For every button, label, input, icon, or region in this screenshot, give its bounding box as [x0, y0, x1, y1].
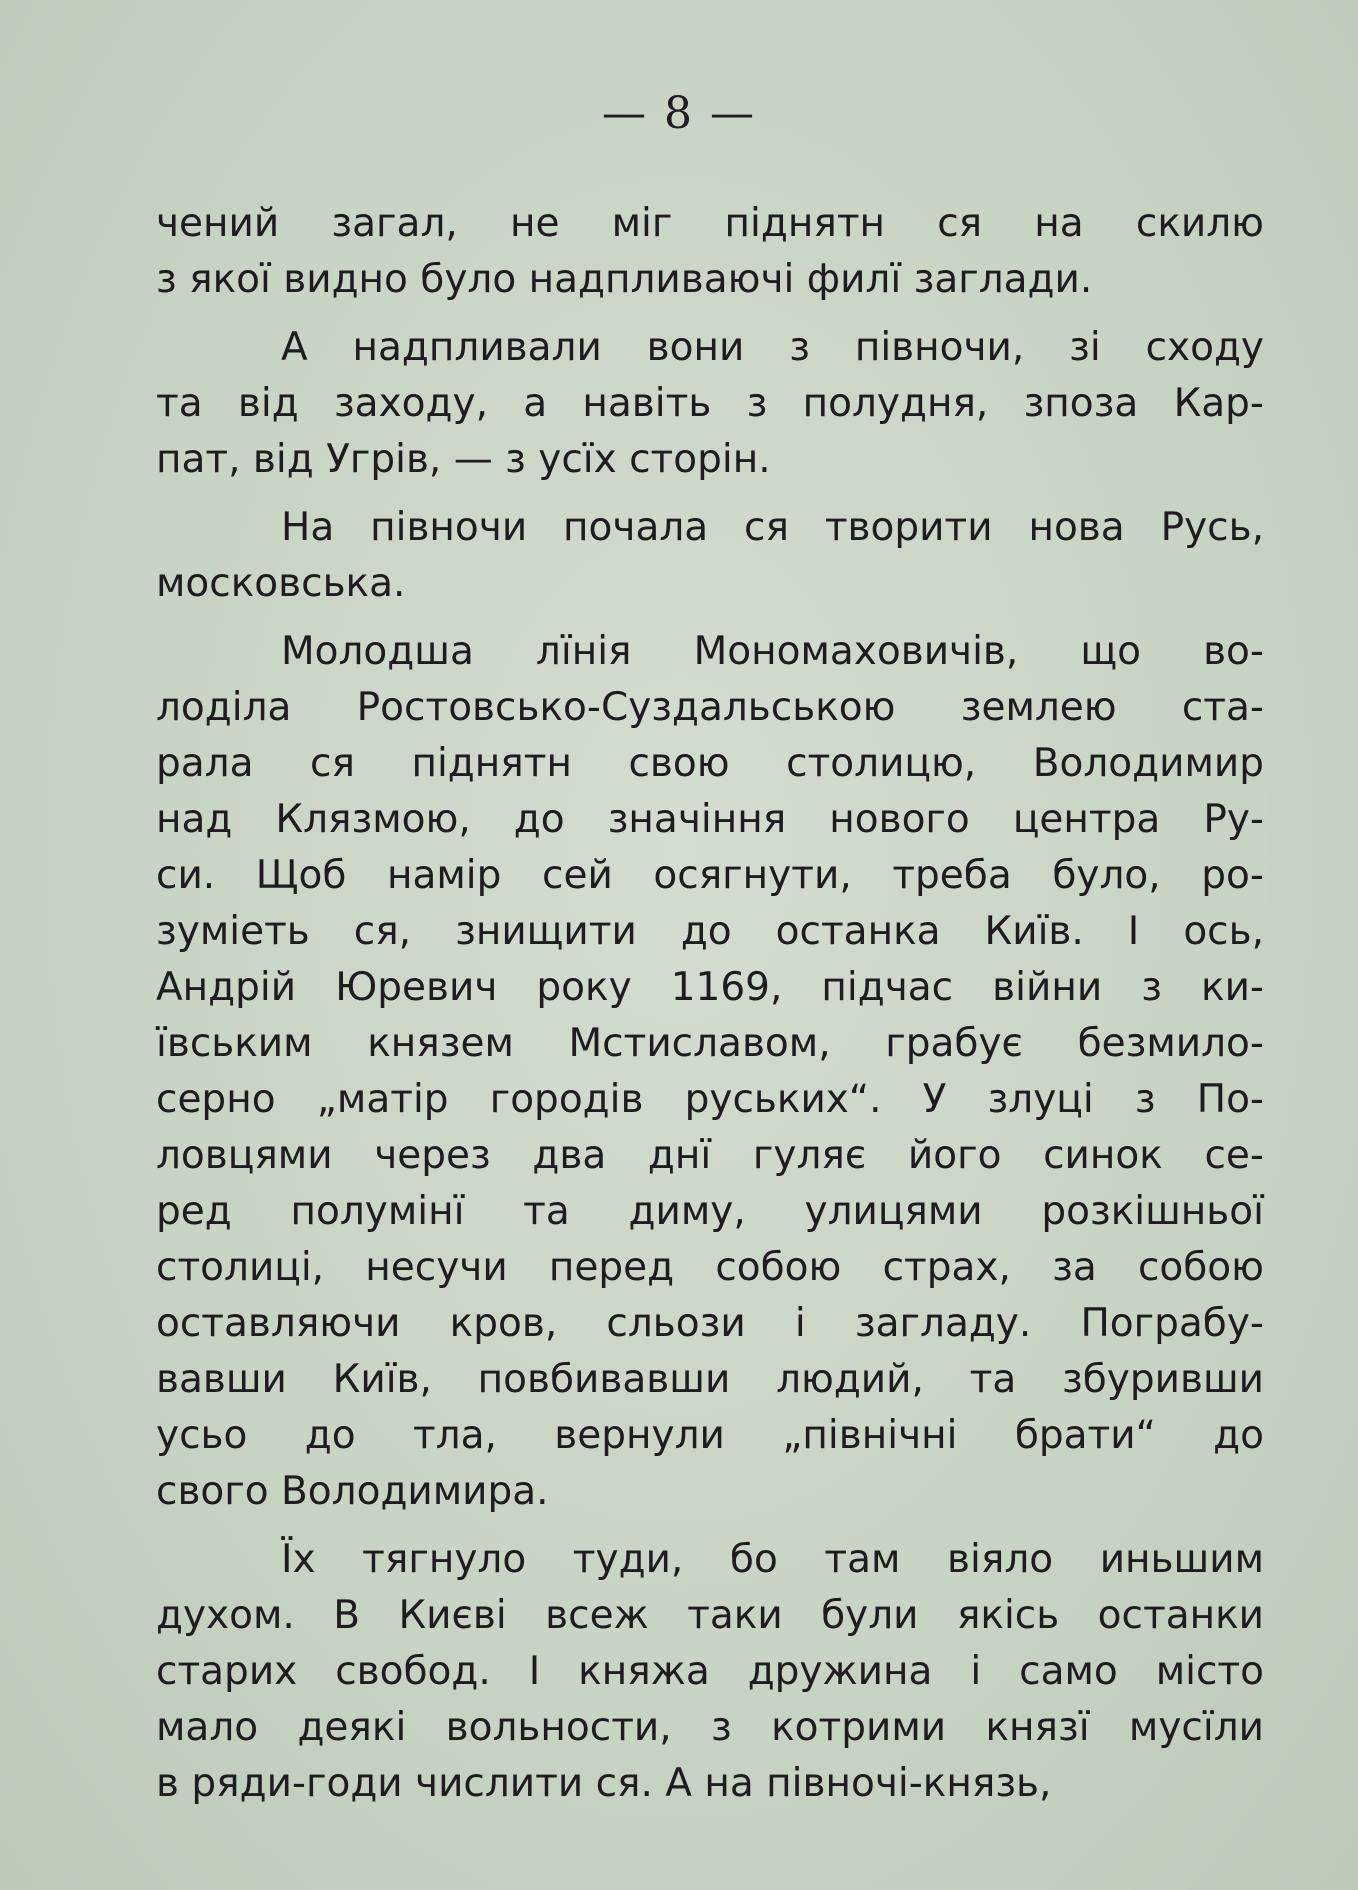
text-line: чений загал, не міг піднятн ся на скилю	[156, 201, 1264, 246]
text-line: з якої видно було надпливаючі филї заглади.	[156, 257, 1093, 302]
text-line: вавши Київ, повбивавши людий, та збуривши	[156, 1357, 1264, 1402]
text-line: московська.	[156, 561, 406, 606]
text-line: ловцями через два днї гуляє його синок се-	[156, 1133, 1264, 1178]
text-line: ївським князем Мстиславом, грабує безмило-	[156, 1021, 1264, 1066]
paragraph	[156, 196, 1264, 308]
page-number: — 8 —	[602, 88, 756, 139]
text-line: над Клязмою, до значіння нового центра Ру-	[156, 797, 1264, 842]
text-line: старих свобод. І княжа дружина і само місто	[156, 1649, 1264, 1694]
text-line: Їх тягнуло туди, бо там віяло иньшим	[281, 1537, 1264, 1582]
text-line: духом. В Києві всеж таки були якісь останки	[156, 1593, 1264, 1638]
text-line: А надпливали вони з півночи, зі сходу	[281, 325, 1264, 370]
text-line: та від заходу, а навіть з полудня, зпоза Кар-	[156, 381, 1264, 426]
text-line: лоділа Ростовсько-Суздальською землею ста-	[156, 685, 1264, 730]
text-line: На півночи почала ся творити нова Русь,	[281, 505, 1264, 550]
text-line: зуміеть ся, знищити до останка Київ. І ось,	[156, 909, 1264, 954]
text-line: пат, від Угрів, — з усїх сторін.	[156, 437, 771, 482]
text-line: мало деякі вольности, з котрими князї мусїли	[156, 1705, 1264, 1750]
paragraph	[156, 500, 1264, 612]
text-line: столиці, несучи перед собою страх, за собою	[156, 1245, 1264, 1290]
text-line: ред полумінї та диму, улицями розкішньої	[156, 1189, 1264, 1234]
text-line: си. Щоб намір сей осягнути, треба було, ро-	[156, 853, 1264, 898]
text-line: оставляючи кров, сльози і загладу. Пограбу-	[156, 1301, 1264, 1346]
text-line: свого Володимира.	[156, 1469, 549, 1514]
body-text	[156, 196, 1264, 1812]
text-line: усьо до тла, вернули „північні брати“ до	[156, 1413, 1264, 1458]
text-line: Андрій Юревич року 1169, підчас війни з ки-	[156, 965, 1264, 1010]
paragraph	[156, 320, 1264, 488]
paragraph	[156, 624, 1264, 1520]
text-line: Молодша лїнія Мономаховичів, що во-	[281, 629, 1264, 674]
text-line: рала ся піднятн свою столицю, Володимир	[156, 741, 1264, 786]
text-line: в ряди-годи числити ся. А на півночі-князь,	[156, 1761, 1052, 1806]
text-line: серно „матір городів руських“. У злуці з По-	[156, 1077, 1264, 1122]
paragraph	[156, 1532, 1264, 1812]
